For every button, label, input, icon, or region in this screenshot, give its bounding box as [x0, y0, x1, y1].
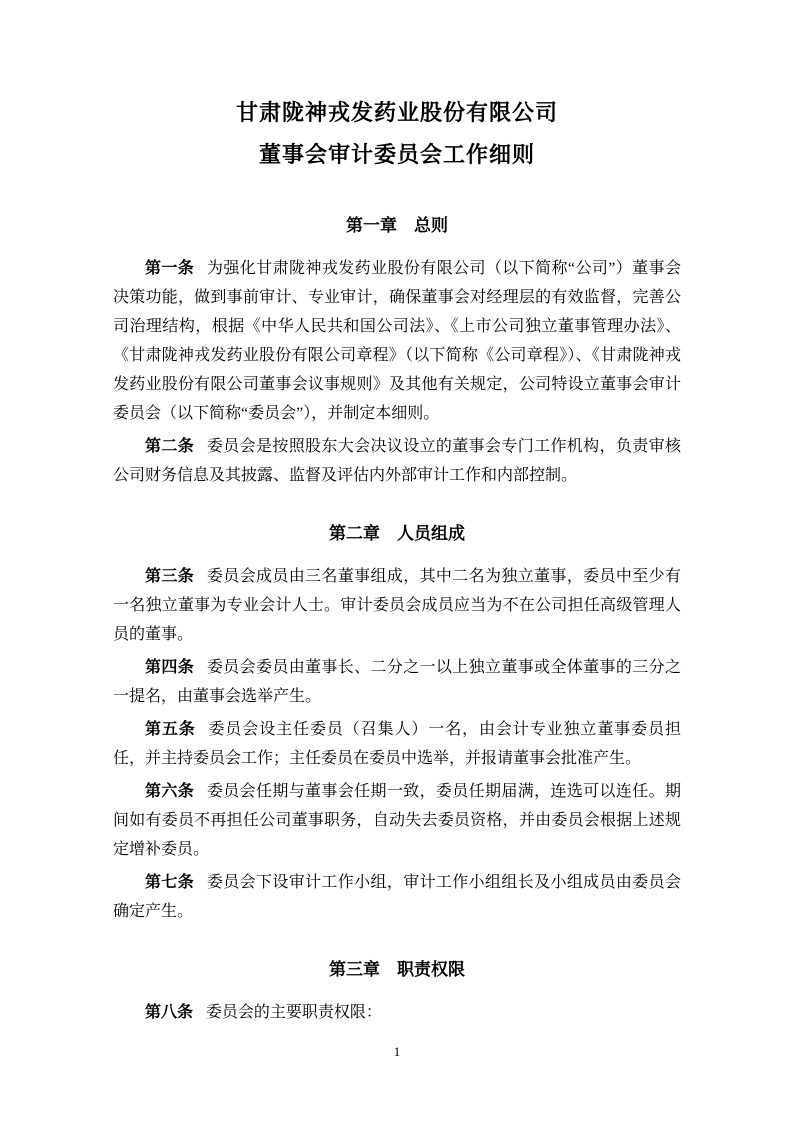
article-paragraph-1 — [113, 254, 681, 428]
article-label-4: 第四条 — [145, 659, 195, 676]
article-text-6: 委员会任期与董事会任期一致，委员任期届满，连选可以连任。期间如有委员不再担任公司董事职务，自动失去委员资格，并由委员会根据上述规定增补委员。 — [113, 783, 681, 858]
article-label-5: 第五条 — [145, 721, 196, 738]
article-text-1: 为强化甘肃陇神戎发药业股份有限公司（以下简称“公司”）董事会决策功能，做到事前审计、专业审计，确保董事会对经理层的有效监督，完善公司治理结构，根据《中华人民共和国公司法》、《上市公司独立董事管理办法》、《甘肃陇神戎发药业股份有限公司章程》（以下简称《公司章程》）、《甘肃陇神戎发药业股份有限公司董事会议事规则》及其他有关规定，公司特设立董事会审计委员会（以下简称“委员会”），并制定本细则。 — [113, 260, 681, 422]
chapter-heading-2: 第二章 人员组成 — [329, 524, 465, 543]
article-text-8: 委员会的主要职责权限： — [205, 1004, 382, 1021]
article-paragraph-4 — [113, 653, 681, 711]
article-text-5: 委员会设主任委员（召集人）一名，由会计专业独立董事委员担任，并主持委员会工作；主任委员在委员中选举，并报请董事会批准产生。 — [113, 721, 681, 767]
article-paragraph-7 — [113, 868, 681, 926]
article-text-4: 委员会委员由董事长、二分之一以上独立董事或全体董事的三分之一提名，由董事会选举产生。 — [113, 659, 681, 705]
article-text-7: 委员会下设审计工作小组，审计工作小组组长及小组成员由委员会确定产生。 — [113, 874, 681, 920]
article-text-3: 委员会成员由三名董事组成，其中二名为独立董事，委员中至少有一名独立董事为专业会计人士。审计委员会成员应当为不在公司担任高级管理人员的董事。 — [113, 568, 681, 643]
article-paragraph-3 — [113, 562, 681, 649]
document-title-line1: 甘肃陇神戎发药业股份有限公司 — [235, 100, 558, 125]
chapter-heading-3: 第三章 职责权限 — [329, 960, 465, 979]
page-number: 1 — [393, 1044, 401, 1059]
article-paragraph-6 — [113, 777, 681, 864]
article-label-3: 第三条 — [145, 568, 195, 585]
article-text-2: 委员会是按照股东大会决议设立的董事会专门工作机构，负责审核公司财务信息及其披露、监督及评估内外部审计工作和内部控制。 — [113, 438, 681, 484]
article-paragraph-2 — [113, 432, 681, 490]
article-label-8: 第八条 — [145, 1004, 194, 1021]
chapter-heading-1: 第一章 总则 — [346, 216, 448, 235]
article-label-2: 第二条 — [145, 438, 195, 455]
article-label-7: 第七条 — [145, 874, 195, 891]
article-label-1: 第一条 — [145, 260, 195, 277]
article-paragraph-5 — [113, 715, 681, 773]
document-title-line2: 董事会审计委员会工作细则 — [258, 142, 535, 167]
article-paragraph-8 — [113, 998, 681, 1027]
article-label-6: 第六条 — [145, 783, 195, 800]
